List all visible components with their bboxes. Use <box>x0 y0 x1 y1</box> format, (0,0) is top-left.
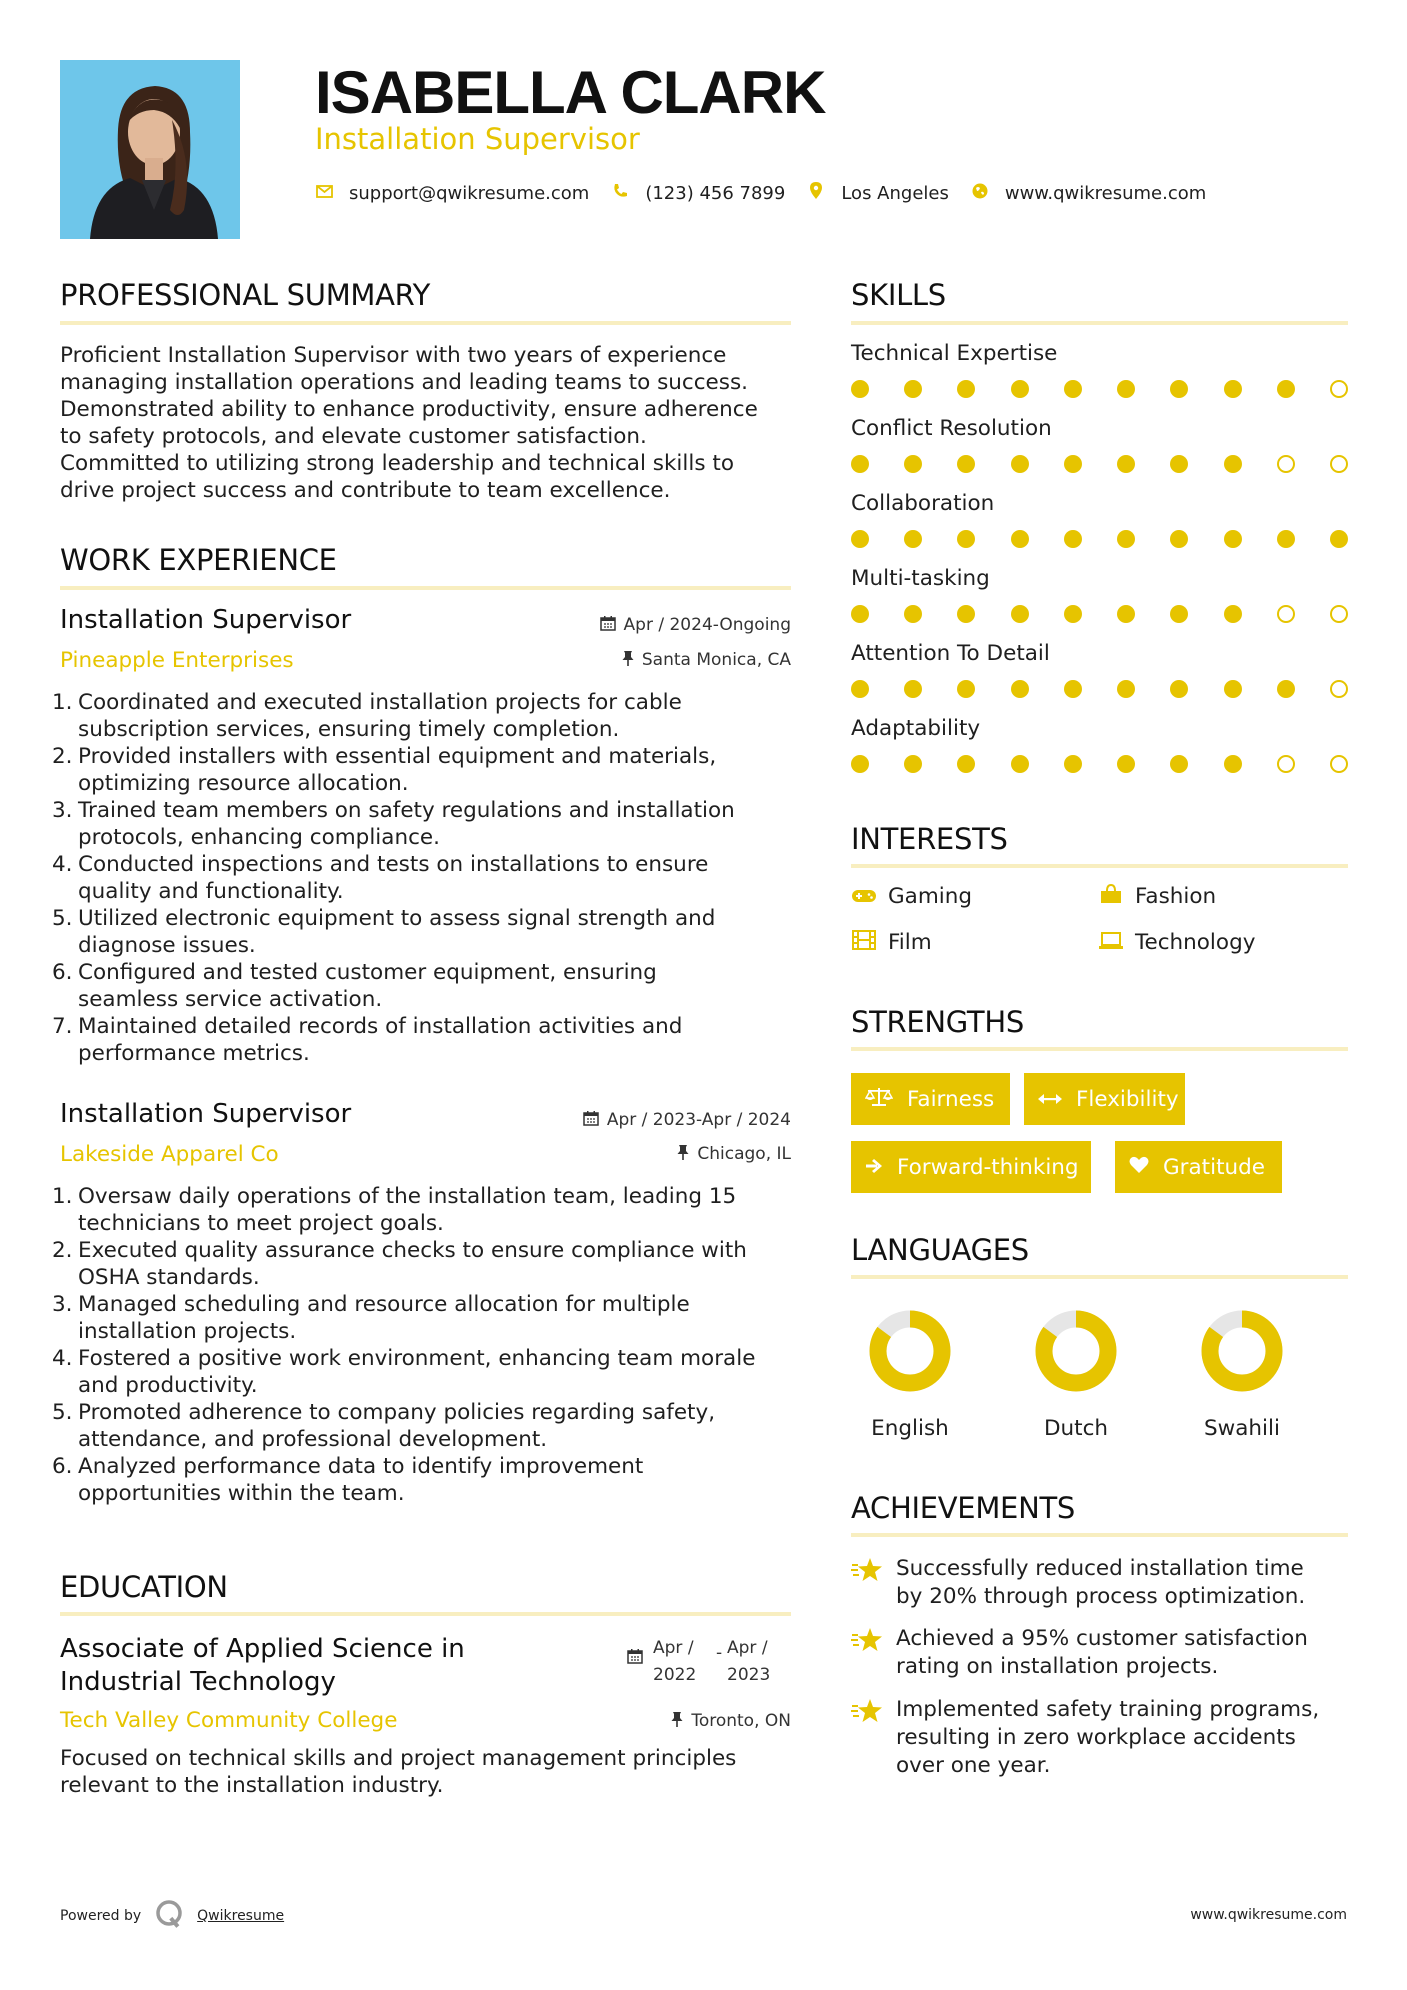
pushpin-icon <box>677 1144 689 1164</box>
list-item: 3. Managed scheduling and resource allocation for multiple installation projects. <box>52 1292 690 1344</box>
star-icon <box>851 1627 883 1653</box>
rating-dot-filled <box>1117 530 1135 548</box>
rating-dot-filled <box>851 530 869 548</box>
degree-line: Associate of Applied Science in <box>60 1634 465 1664</box>
rating-dot-empty <box>1330 755 1348 773</box>
education-start: Apr / 2022 <box>653 1638 697 1685</box>
language-donut <box>1021 1306 1131 1396</box>
rating-dot-filled <box>1064 380 1082 398</box>
language-name: English <box>871 1416 949 1441</box>
skill-rating <box>851 530 1348 550</box>
rating-dot-filled <box>1277 530 1295 548</box>
gamepad-icon <box>851 885 877 909</box>
education-description: Focused on technical skills and project management principles relevant to the installation industry. <box>60 1746 737 1798</box>
rating-dot-filled <box>1117 755 1135 773</box>
rating-dot-filled <box>851 455 869 473</box>
experience-heading: WORK EXPERIENCE <box>60 543 337 577</box>
qwikresume-logo-icon <box>155 1899 185 1933</box>
achievements-heading: ACHIEVEMENTS <box>851 1491 1075 1525</box>
language-donut <box>1187 1306 1297 1396</box>
arrow-right-icon <box>865 1155 883 1179</box>
interest-item <box>851 884 972 909</box>
interests-heading: INTERESTS <box>851 822 1008 856</box>
rating-dot-filled <box>1330 530 1348 548</box>
film-icon <box>851 930 877 955</box>
rating-dot-filled <box>1064 680 1082 698</box>
footer-url[interactable]: www.qwikresume.com <box>1190 1907 1347 1923</box>
job-dates <box>583 1110 791 1130</box>
school-name: Tech Valley Community College <box>60 1708 398 1733</box>
job-title: Installation Supervisor <box>60 605 352 635</box>
rating-dot-filled <box>851 755 869 773</box>
skill-name: Attention To Detail <box>851 641 1050 666</box>
job-company: Pineapple Enterprises <box>60 648 294 673</box>
job-title: Installation Supervisor <box>60 1099 352 1129</box>
summary-line: Proficient Installation Supervisor with two years of experience <box>60 343 727 368</box>
job-dates-text: Apr / 2023-Apr / 2024 <box>606 1110 791 1130</box>
job-responsibilities <box>52 1183 800 1507</box>
rating-dot-empty <box>1277 605 1295 623</box>
achievement-item <box>851 1696 1348 1780</box>
qwikresume-link[interactable]: Qwikresume <box>197 1908 285 1924</box>
job-location <box>622 650 791 670</box>
achievement-item <box>851 1625 1348 1681</box>
education-location-text: Toronto, ON <box>691 1711 791 1731</box>
laptop-icon <box>1098 931 1124 955</box>
rating-dot-filled <box>1170 380 1188 398</box>
list-item: 6. Configured and tested customer equipment, ensuring seamless service activation. <box>52 960 657 1012</box>
job-company: Lakeside Apparel Co <box>60 1142 279 1167</box>
strength-tag <box>1115 1141 1282 1193</box>
skill-rating <box>851 680 1348 700</box>
summary-line: drive project success and contribute to team excellence. <box>60 478 671 503</box>
list-item: 5. Utilized electronic equipment to assess signal strength and diagnose issues. <box>52 906 716 958</box>
rating-dot-empty <box>1330 380 1348 398</box>
rating-dot-empty <box>1330 605 1348 623</box>
rating-dot-filled <box>957 380 975 398</box>
rating-dot-filled <box>851 380 869 398</box>
languages-rule <box>851 1275 1348 1279</box>
summary-text <box>60 342 800 504</box>
rating-dot-filled <box>1224 455 1242 473</box>
rating-dot-filled <box>851 605 869 623</box>
candidate-role: Installation Supervisor <box>315 122 640 156</box>
list-item: 4. Fostered a positive work environment, enhancing team morale and productivity. <box>52 1346 756 1398</box>
pushpin-icon <box>671 1711 683 1731</box>
skill-name: Multi-tasking <box>851 566 990 591</box>
list-item: 6. Analyzed performance data to identify improvement opportunities within the team. <box>52 1454 644 1506</box>
interest-label: Technology <box>1135 930 1256 955</box>
strength-label: Flexibility <box>1076 1086 1179 1112</box>
rating-dot-filled <box>1011 680 1029 698</box>
rating-dot-filled <box>904 530 922 548</box>
achievement-text: Achieved a 95% customer satisfaction rating on installation projects. <box>896 1626 1308 1679</box>
rating-dot-filled <box>957 755 975 773</box>
rating-dot-filled <box>1224 605 1242 623</box>
interest-item <box>1098 884 1216 909</box>
interests-rule <box>851 864 1348 868</box>
list-item: 1. Oversaw daily operations of the installation team, leading 15 technicians to meet project goals. <box>52 1184 737 1236</box>
rating-dot-empty <box>1330 455 1348 473</box>
interest-item <box>1098 930 1255 955</box>
rating-dot-filled <box>1117 680 1135 698</box>
rating-dot-filled <box>1117 455 1135 473</box>
contact-website[interactable] <box>971 183 1206 204</box>
education-heading: EDUCATION <box>60 1570 228 1604</box>
summary-rule <box>60 321 791 325</box>
language-donut <box>855 1306 965 1396</box>
strength-tag <box>1024 1073 1185 1125</box>
rating-dot-filled <box>1011 455 1029 473</box>
list-item: 3. Trained team members on safety regulations and installation protocols, enhancing compliance. <box>52 798 735 850</box>
list-item: 2. Executed quality assurance checks to ensure compliance with OSHA standards. <box>52 1238 747 1290</box>
list-item: 2. Provided installers with essential equipment and materials, optimizing resource allocation. <box>52 744 717 796</box>
summary-line: to safety protocols, and elevate customer satisfaction. <box>60 424 647 449</box>
profile-photo <box>60 60 240 239</box>
rating-dot-filled <box>1170 605 1188 623</box>
globe-icon <box>971 183 989 204</box>
footer-powered-by <box>60 1899 284 1933</box>
skill-name: Adaptability <box>851 716 981 741</box>
language-name: Swahili <box>1204 1416 1280 1441</box>
summary-line: Demonstrated ability to enhance productivity, ensure adherence <box>60 397 758 422</box>
skill-name: Collaboration <box>851 491 995 516</box>
summary-line: Committed to utilizing strong leadership and technical skills to <box>60 451 734 476</box>
rating-dot-filled <box>957 530 975 548</box>
strengths-rule <box>851 1047 1348 1051</box>
interest-label: Gaming <box>888 884 973 909</box>
rating-dot-filled <box>904 605 922 623</box>
strength-label: Gratitude <box>1163 1154 1266 1180</box>
rating-dot-filled <box>1117 605 1135 623</box>
interest-label: Fashion <box>1135 884 1217 909</box>
strength-tag <box>851 1073 1010 1125</box>
language-name: Dutch <box>1043 1416 1109 1441</box>
education-end: Apr / 2023 <box>727 1638 771 1685</box>
list-item: 4. Conducted inspections and tests on installations to ensure quality and functionality. <box>52 852 709 904</box>
list-item: 5. Promoted adherence to company policies regarding safety, attendance, and professional development. <box>52 1400 716 1452</box>
skill-rating <box>851 455 1348 475</box>
experience-rule <box>60 586 791 590</box>
rating-dot-filled <box>1170 755 1188 773</box>
achievement-text: Implemented safety training programs, resulting in zero workplace accidents over one year. <box>896 1697 1320 1778</box>
rating-dot-filled <box>851 680 869 698</box>
powered-by-text: Powered by <box>60 1908 142 1924</box>
job-dates-text: Apr / 2024-Ongoing <box>623 615 791 635</box>
contact-location <box>807 182 949 204</box>
contact-email[interactable] <box>315 183 589 204</box>
achievements-rule <box>851 1533 1348 1537</box>
strength-label: Forward-thinking <box>897 1154 1079 1180</box>
pushpin-icon <box>622 650 634 670</box>
languages-heading: LANGUAGES <box>851 1233 1029 1267</box>
contact-website-text: www.qwikresume.com <box>1004 182 1207 204</box>
education-rule <box>60 1612 791 1616</box>
skill-name: Technical Expertise <box>851 341 1058 366</box>
date-separator: - <box>716 1643 723 1663</box>
contact-email-text: support@qwikresume.com <box>349 182 590 204</box>
skills-rule <box>851 321 1348 325</box>
contact-phone[interactable] <box>611 183 785 204</box>
skill-rating <box>851 605 1348 625</box>
rating-dot-empty <box>1330 680 1348 698</box>
star-icon <box>851 1698 883 1724</box>
rating-dot-filled <box>957 455 975 473</box>
job-responsibilities <box>52 689 800 1067</box>
calendar-icon <box>627 1648 643 1668</box>
rating-dot-filled <box>1170 455 1188 473</box>
list-item: 7. Maintained detailed records of installation activities and performance metrics. <box>52 1014 683 1066</box>
contact-bar <box>315 178 1228 208</box>
rating-dot-filled <box>1170 530 1188 548</box>
education-location <box>671 1711 791 1731</box>
skills-heading: SKILLS <box>851 278 946 312</box>
rating-dot-filled <box>1064 455 1082 473</box>
rating-dot-filled <box>904 755 922 773</box>
contact-location-text: Los Angeles <box>841 182 949 204</box>
balance-scale-icon <box>865 1087 893 1112</box>
skill-name: Conflict Resolution <box>851 416 1052 441</box>
rating-dot-filled <box>1011 530 1029 548</box>
rating-dot-filled <box>957 680 975 698</box>
summary-heading: PROFESSIONAL SUMMARY <box>60 278 431 312</box>
arrows-horizontal-icon <box>1038 1087 1062 1111</box>
rating-dot-filled <box>1064 530 1082 548</box>
rating-dot-empty <box>1277 455 1295 473</box>
rating-dot-filled <box>1224 530 1242 548</box>
strengths-heading: STRENGTHS <box>851 1005 1024 1039</box>
rating-dot-filled <box>1170 680 1188 698</box>
phone-icon <box>611 183 629 203</box>
job-location-text: Santa Monica, CA <box>641 650 791 670</box>
rating-dot-filled <box>1117 380 1135 398</box>
rating-dot-filled <box>1224 755 1242 773</box>
rating-dot-filled <box>904 380 922 398</box>
candidate-name: ISABELLA CLARK <box>315 59 826 126</box>
heart-icon <box>1129 1155 1149 1179</box>
rating-dot-filled <box>957 605 975 623</box>
map-marker-icon <box>807 182 825 204</box>
calendar-icon <box>583 1110 599 1130</box>
contact-phone-text: (123) 456 7899 <box>645 182 786 204</box>
rating-dot-filled <box>1064 605 1082 623</box>
rating-dot-filled <box>1011 380 1029 398</box>
list-item: 1. Coordinated and executed installation projects for cable subscription services, ensuring timely completion. <box>52 690 682 742</box>
interest-label: Film <box>888 930 932 955</box>
rating-dot-filled <box>1277 680 1295 698</box>
rating-dot-filled <box>1011 605 1029 623</box>
degree-title <box>60 1633 465 1699</box>
interest-item <box>851 930 932 955</box>
degree-line: Industrial Technology <box>60 1667 336 1697</box>
strength-label: Fairness <box>907 1086 995 1112</box>
rating-dot-filled <box>1224 680 1242 698</box>
job-location <box>677 1144 791 1164</box>
calendar-icon <box>600 615 616 635</box>
envelope-icon <box>315 183 333 203</box>
skill-rating <box>851 380 1348 400</box>
rating-dot-filled <box>1277 380 1295 398</box>
summary-line: managing installation operations and leading teams to success. <box>60 370 749 395</box>
rating-dot-filled <box>1011 755 1029 773</box>
achievement-item <box>851 1555 1348 1611</box>
job-location-text: Chicago, IL <box>697 1144 791 1164</box>
skill-rating <box>851 755 1348 775</box>
shopping-bag-icon <box>1098 884 1124 909</box>
star-icon <box>851 1557 883 1583</box>
job-dates <box>600 615 791 635</box>
rating-dot-empty <box>1277 755 1295 773</box>
rating-dot-filled <box>904 680 922 698</box>
rating-dot-filled <box>1224 380 1242 398</box>
rating-dot-filled <box>904 455 922 473</box>
achievement-text: Successfully reduced installation time by 20% through process optimization. <box>896 1556 1306 1609</box>
rating-dot-filled <box>1064 755 1082 773</box>
strength-tag <box>851 1141 1091 1193</box>
